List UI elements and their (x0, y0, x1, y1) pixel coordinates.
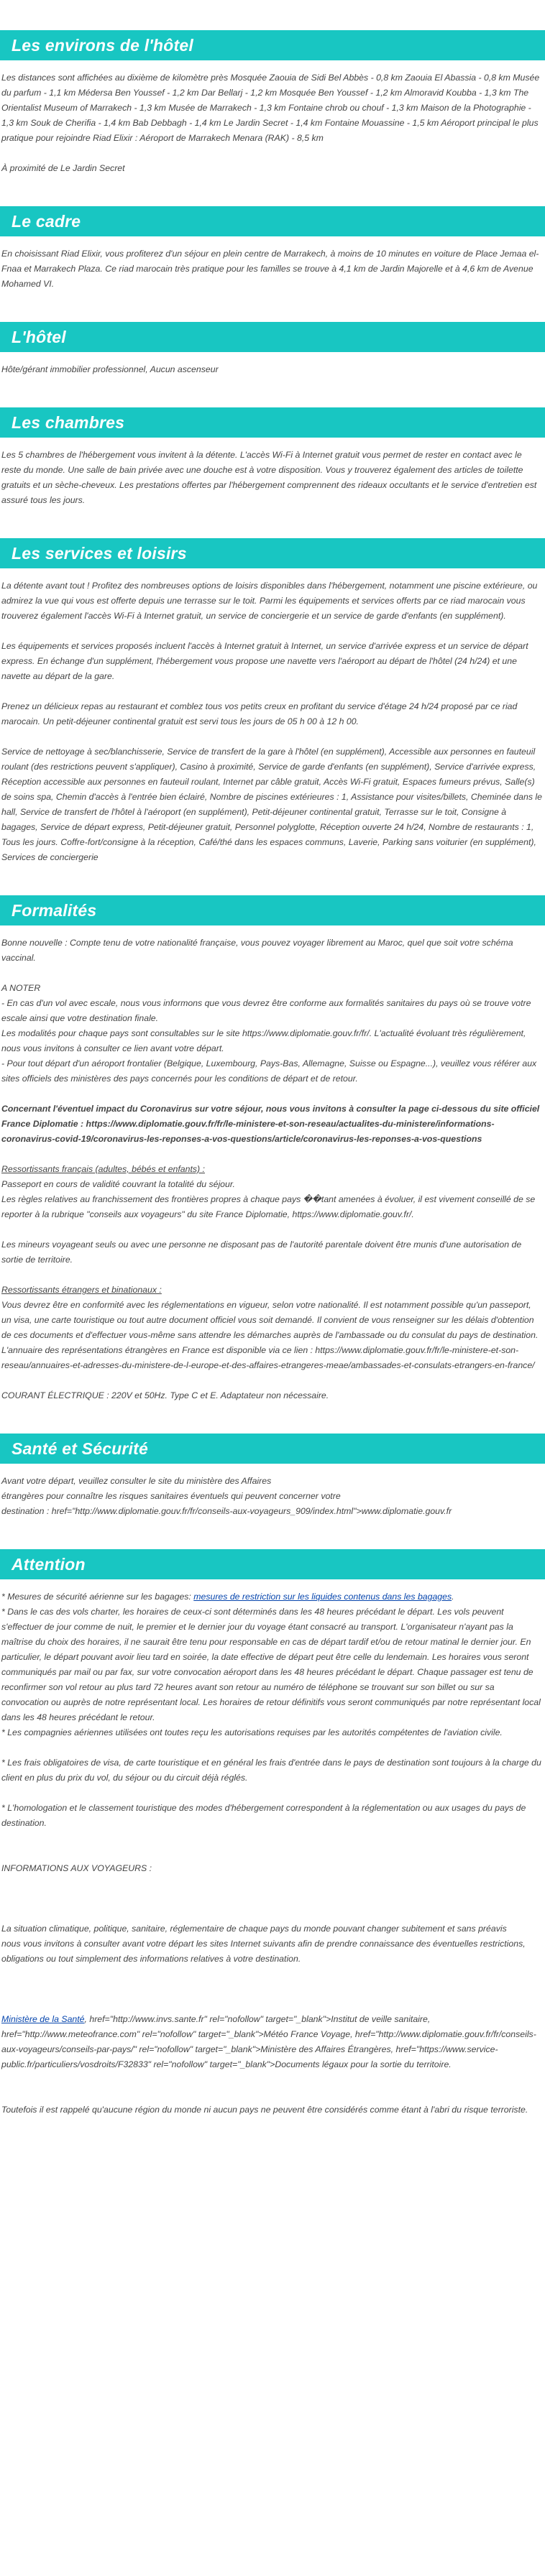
formalites-minors: Les mineurs voyageant seuls ou avec une personne ne disposant pas de l'autorité parentale doivent être munis d'une autorisation de sortie de territoire. (1, 1239, 522, 1265)
environs-distances: Les distances sont affichées au dixième de kilomètre près Mosquée Zaouia de Sidi Bel Abbès - 0,8 km Zaouia El Abassia - 0,8 km Musée du parfum - 1,1 km Médersa Ben Youssef - 1,2 km Dar Bellarj - 1,2 km Mosquée Ben Youssef - 1,2 km Almoravid Koubba - 1,3 km The Orientalist Museum of Marrakech - 1,3 km Musée de Marrakech - 1,3 km Fontaine chrob ou chouf - 1,3 km Maison de la Photographie - 1,3 km Souk de Cherifia - 1,4 km Bab Debbagh - 1,4 km Le Jardin Secret - 1,4 km Fontaine Mouassine - 1,5 km Aéroport principal le plus pratique pour rejoindre Riad Elixir : Aéroport de Marrakech Menara (RAK) - 8,5 km (1, 73, 540, 143)
services-p3: Prenez un délicieux repas au restaurant et comblez tous vos petits creux en profitant du service d'étage 24 h/24 proposé par ce riad marocain. Un petit-déjeuner continental gratuit est servi tous les jours de 05 h 00 à 12 h 00. (1, 701, 518, 726)
attention-compagnies: * Les compagnies aériennes utilisées ont toutes reçu les autorisations requises par les autorités compétentes de l'aviation civile. (1, 1727, 503, 1737)
services-p2: Les équipements et services proposés incluent l'accès à Internet gratuit à Internet, un service d'arrivée express et un service de départ express. En échange d'un supplément, l'hébergement vous propose une navette vers l'aéroport au départ de l'hôtel (24 h/24) et une navette au départ de la gare. (1, 641, 528, 681)
attention-info-title: INFORMATIONS AUX VOYAGEURS : (1, 1863, 152, 1873)
section-attention (0, 1549, 545, 2118)
formalites-anoter-3: - Pour tout départ d'un aéroport frontalier (Belgique, Luxembourg, Pays-Bas, Allemagne, Suisse ou Espagne...), veuillez vous référer aux sites officiels des ministères des pays concernés pour les conditions de départ et de retour. (1, 1058, 537, 1084)
section-title-sante: Santé et Sécurité (0, 1434, 545, 1464)
section-formalites (0, 895, 545, 1403)
formalites-anoter-title: A NOTER (1, 983, 41, 993)
chambres-text: Les 5 chambres de l'hébergement vous invitent à la détente. L'accès Wi-Fi à Internet gratuit vous permet de rester en contact avec le reste du monde. Une salle de bain privée avec une douche est à votre disposition. Vous y trouverez également des articles de toilette gratuits et un sèche-cheveux. Les prestations offertes par l'hébergement comprennent des rideaux occultants et le service d'entretien est assuré tous les jours. (1, 450, 537, 505)
hotel-text: Hôte/gérant immobilier professionnel, Aucun ascenseur (1, 364, 219, 374)
attention-horaires: * Dans le cas des vols charter, les horaires de ceux-ci sont déterminés dans les 48 heures précédant le départ. Les vols peuvent s'effectuer de jour comme de nuit, le premier et le dernier jour du voyage étant consacré au transport. L'organisateur n'ayant pas la maîtrise du choix des horaires, il ne saurait être tenu pour responsable en cas de départ tardif et/ou de retour matinal le dernier jour. En particulier, le départ pouvant avoir lieu tard en soirée, la date effective de départ peut être celle du lendemain. Les horaires vous seront communiqués par mail ou par fax, sur votre convocation aéroport dans les 48 heures précédant le départ. Chaque passager est tenu de reconfirmer son vol retour au plus tard 72 heures avant son retour au numéro de téléphone se trouvant sur son billet ou sur sa convocation ou auprès de notre représentant local. Les horaires de retour définitifs vous seront communiqués par notre représentant local dans les 48 heures précédant le retour. (1, 1607, 541, 1722)
formalites-fr-2: Les règles relatives au franchissement des frontières propres à chaque pays ��tant amenées à évoluer, il est vivement conseillé de se reporter à la rubrique "conseils aux voyageurs" du site France Diplomatie, https://www.diplomatie.gouv.fr/. (1, 1194, 536, 1219)
attention-bagages (1, 1589, 542, 1605)
formalites-etr-title: Ressortissants étrangers et binationaux : (1, 1285, 162, 1295)
section-title-cadre: Le cadre (0, 206, 545, 236)
environs-proximity: À proximité de Le Jardin Secret (1, 163, 125, 173)
formalites-intro: Bonne nouvelle : Compte tenu de votre nationalité française, vous pouvez voyager librement au Maroc, quel que soit votre schéma vaccinal. (1, 938, 513, 963)
attention-consult: nous vous invitons à consulter avant votre départ les sites Internet suivants afin de prendre connaissance des éventuelles restrictions, obligations ou tout simplement des informations relatives à votre destination. (1, 1939, 526, 1964)
section-title-services: Les services et loisirs (0, 538, 545, 568)
sante-line-1: Avant votre départ, veuillez consulter le site du ministère des Affaires (1, 1476, 272, 1486)
formalites-fr-title: Ressortissants français (adultes, bébés et enfants) : (1, 1164, 205, 1174)
attention-toutefois: Toutefois il est rappelé qu'aucune région du monde ni aucun pays ne peuvent être considérés comme étant à l'abri du risque terroriste. (1, 2105, 528, 2115)
attention-bagages-suffix: . (452, 1592, 454, 1602)
formalites-etr-2: L'annuaire des représentations étrangères en France est disponible via ce lien : https://www.diplomatie.gouv.fr/fr/le-ministere-et-son-reseau/annuaires-et-adresses-du-ministere-de-l-europe-et-des-affaires-etrangeres-meae/ambassades-et-consulats-etrangers-en-france/ (1, 1345, 535, 1370)
section-cadre (0, 206, 545, 292)
liquides-restriction-link[interactable]: mesures de restriction sur les liquides contenus dans les bagages (193, 1592, 452, 1602)
formalites-anoter-1: - En cas d'un vol avec escale, nous vous informons que vous devrez être conforme aux formalités sanitaires du pays où se trouve votre escale ainsi que votre destination finale. (1, 998, 531, 1023)
services-p4: Service de nettoyage à sec/blanchisserie, Service de transfert de la gare à l'hôtel (en supplément), Accessible aux personnes en fauteuil roulant (des restrictions peuvent s'appliquer), Casino à proximité, Service de garde d'enfants (en supplément), Service d'arrivée express, Réception accessible aux personnes en fauteuil roulant, Internet par câble gratuit, Accès Wi-Fi gratuit, Espaces fumeurs prévus, Salle(s) de soins spa, Chemin d'accès à l'entrée bien éclairé, Nombre de piscines extérieures : 1, Assistance pour visites/billets, Cheminée dans le hall, Service de transfert de l'hôtel à l'aéroport (en supplément), Petit-déjeuner continental gratuit, Terrasse sur le toit, Consigne à bagages, Service de départ express, Petit-déjeuner gratuit, Personnel polyglotte, Réception ouverte 24 h/24, Nombre de restaurants : 1, Tous les jours. Coffre-fort/consigne à la réception, Café/thé dans les espaces communs, Laverie, Parking sans voiturier (en supplément), Services de conciergerie (1, 747, 542, 862)
formalites-courant: COURANT ÉLECTRIQUE : 220V et 50Hz. Type C et E. Adaptateur non nécessaire. (1, 1390, 329, 1400)
formalites-fr-1: Passeport en cours de validité couvrant la totalité du séjour. (1, 1179, 235, 1189)
formalites-anoter-2: Les modalités pour chaque pays sont consultables sur le site https://www.diplomatie.gouv.fr/fr/. L'actualité évoluant très régulièrement, nous vous invitons à consulter ce lien avant votre départ. (1, 1028, 526, 1053)
section-title-hotel: L'hôtel (0, 322, 545, 352)
ministere-sante-link[interactable]: Ministère de la Santé (1, 2014, 85, 2024)
attention-frais: * Les frais obligatoires de visa, de carte touristique et en général les frais d'entrée dans le pays de destination sont toujours à la charge du client en plus du prix du vol, du séjour ou du circuit déjà réglés. (1, 1758, 541, 1783)
attention-homologation: * L'homologation et le classement touristique des modes d'hébergement correspondent à la réglementation ou aux usages du pays de destination. (1, 1803, 526, 1828)
section-title-formalites: Formalités (0, 895, 545, 925)
section-environs (0, 0, 545, 176)
attention-situation: La situation climatique, politique, sanitaire, réglementaire de chaque pays du monde pouvant changer subitement et sans préavis (1, 1924, 507, 1934)
section-title-attention: Attention (0, 1549, 545, 1579)
sante-line-2: étrangères pour connaître les risques sanitaires éventuels qui peuvent concerner votre (1, 1491, 341, 1501)
section-hotel (0, 322, 545, 377)
section-title-environs: Les environs de l'hôtel (0, 30, 545, 60)
formalites-etr-1: Vous devrez être en conformité avec les réglementations en vigueur, selon votre nationalité. Il est notamment possible qu'un passeport, un visa, une carte touristique ou tout autre document officiel vous soit demandé. Il convient de vous renseigner sur les délais d'obtention de ces documents et d'effectuer vous-même sans attendre les démarches auprès de l'ambassade ou du consulat du pays de destination. (1, 1300, 539, 1340)
attention-liens-text: , href="http://www.invs.sante.fr" rel="nofollow" target="_blank">Institut de veille sanitaire, href="http://www.meteofrance.com" rel="nofollow" target="_blank">Météo France Voyage, href="http://www.diplomatie.gouv.fr/fr/conseils-aux-voyageurs/conseils-par-pays/" rel="nofollow" target="_blank">Ministère des Affaires Étrangères, href="https://www.service-public.fr/particuliers/vosdroits/F32833" rel="nofollow" target="_blank">Documents légaux pour la sortie du territoire. (1, 2014, 536, 2069)
sante-line-3: destination : href="http://www.diplomatie.gouv.fr/fr/conseils-aux-voyageurs_909/index.html">www.diplomatie.gouv.fr (1, 1506, 452, 1516)
formalites-coronavirus: Concernant l'éventuel impact du Coronavirus sur votre séjour, nous vous invitons à consulter la page ci-dessous du site officiel France Diplomatie : https://www.diplomatie.gouv.fr/fr/le-ministere-et-son-reseau/actualites-du-ministere/informations-coronavirus-covid-19/coronavirus-les-reponses-a-vos-questions/article/coronavirus-les-reponses-a-vos-questions (1, 1104, 540, 1144)
attention-bagages-prefix: * Mesures de sécurité aérienne sur les bagages: (1, 1592, 194, 1602)
services-p1: La détente avant tout ! Profitez des nombreuses options de loisirs disponibles dans l'hébergement, notamment une piscine extérieure, ou admirez la vue qui vous est offerte depuis une terrasse sur le toit. Parmi les équipements et services offerts par ce riad marocain vous trouverez également l'accès Wi-Fi à Internet gratuit, un service de conciergerie et un service de garde d'enfants (en supplément). (1, 581, 538, 621)
section-sante (0, 1434, 545, 1519)
section-services (0, 538, 545, 865)
attention-liens (1, 2012, 542, 2072)
section-title-chambres: Les chambres (0, 407, 545, 438)
section-chambres (0, 407, 545, 508)
cadre-text: En choisissant Riad Elixir, vous profiterez d'un séjour en plein centre de Marrakech, à moins de 10 minutes en voiture de Place Jemaa el-Fnaa et Marrakech Plaza. Ce riad marocain très pratique pour les familles se trouve à 4,1 km de Jardin Majorelle et à 4,6 km de Avenue Mohamed VI. (1, 249, 539, 289)
